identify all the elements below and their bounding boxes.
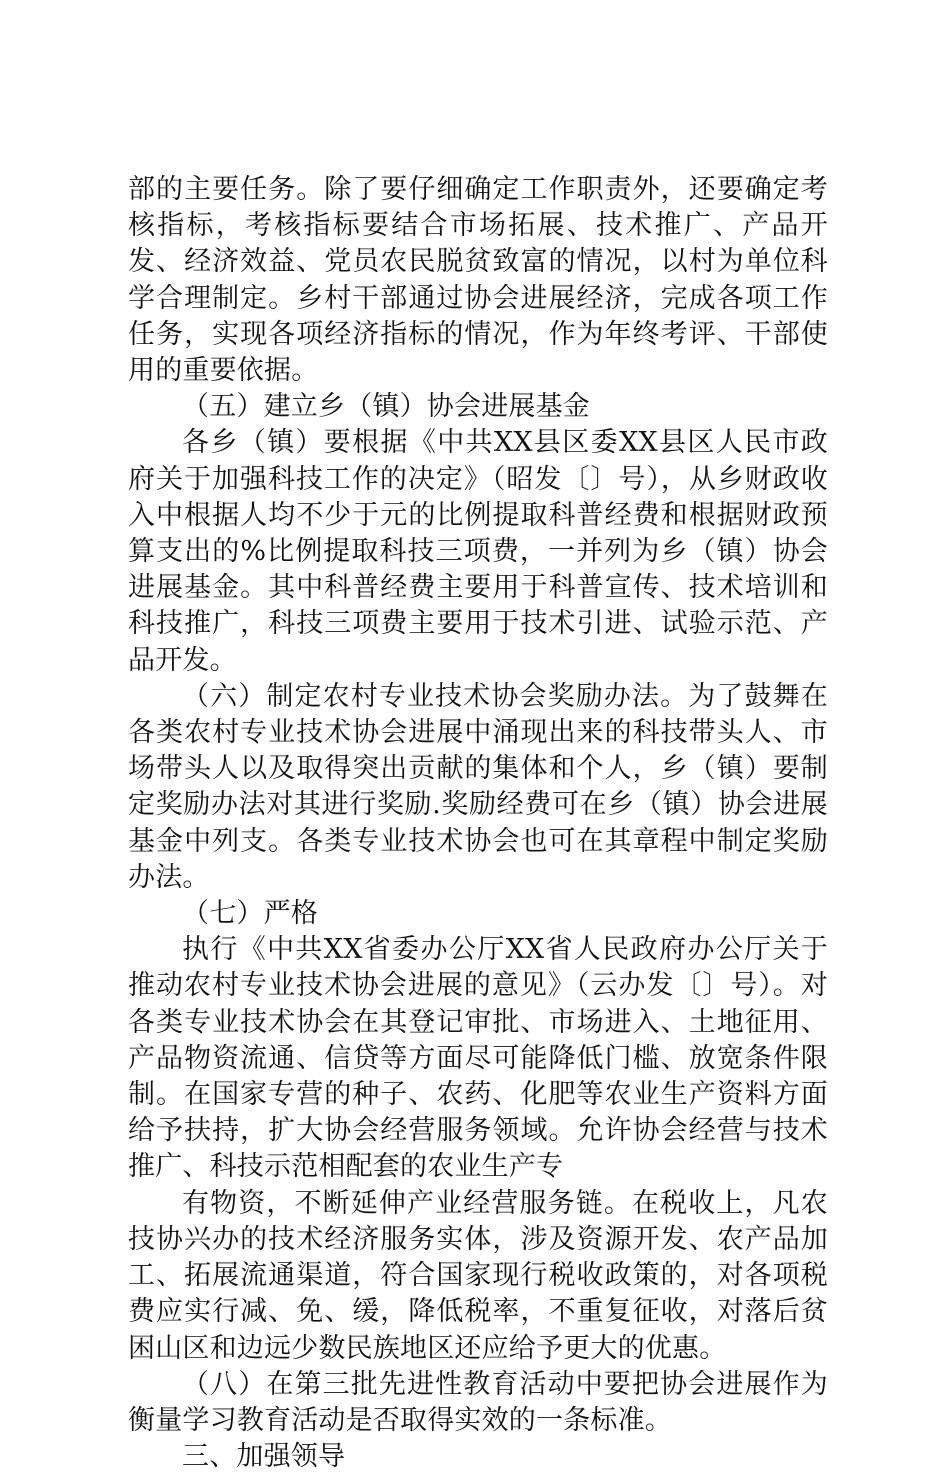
heading-section-7: （七）严格 [182,898,318,930]
paragraph-tax: 有物资，不断延伸产业经营服务链。在税收上，凡农技协兴办的技术经济服务实体，涉及资源开发、农产品加工、拓展流通渠道，符合国家现行税收政策的，对各项税费应实行减、免、缓，降低税率，不重复征收，对落后贫困山区和边远少数民族地区还应给予更大的优惠。 [128,1187,828,1364]
paragraph-fund: 各乡（镇）要根据《中共XX县区委XX县区人民市政府关于加强科技工作的决定》（昭发〔〕号），从乡财政收入中根据人均不少于元的比例提取科普经费和根据财政预算支出的%比例提取科技三项费，一并列为乡（镇）协会进展基金。其中科普经费主要用于科普宣传、技术培训和科技推广，科技三项费主要用于技术引进、试验示范、产品开发。 [128,427,828,676]
document-body [128,172,828,1475]
paragraph-task-assessment: 部的主要任务。除了要仔细确定工作职责外，还要确定考核指标，考核指标要结合市场拓展、技术推广、产品开发、经济效益、党员农民脱贫致富的情况，以村为单位科学合理制定。乡村干部通过协会进展经济，完成各项工作任务，实现各项经济指标的情况，作为年终考评、干部使用的重要依据。 [128,174,828,387]
heading-section-3-leadership: 三、加强领导 [182,1441,346,1473]
paragraph-execution: 执行《中共XX省委办公厅XX省人民政府办公厅关于推动农村专业技术协会进展的意见》（云办发〔〕号）。对各类专业技术协会在其登记审批、市场进入、土地征用、产品物资流通、信贷等方面尽可能降低门槛、放宽条件限制。在国家专营的种子、农药、化肥等农业生产资料方面给予扶持，扩大协会经营服务领域。允许协会经营与技术推广、科技示范相配套的农业生产专 [128,934,828,1183]
paragraph-section-6-reward: （六）制定农村专业技术协会奖励办法。为了鼓舞在各类农村专业技术协会进展中涌现出来的科技带头人、市场带头人以及取得突出贡献的集体和个人，乡（镇）要制定奖励办法对其进行奖励.奖励经费可在乡（镇）协会进展基金中列支。各类专业技术协会也可在其章程中制定奖励办法。 [128,680,828,893]
paragraph-section-8-education: （八）在第三批先进性教育活动中要把协会进展作为衡量学习教育活动是否取得实效的一条标准。 [128,1368,828,1436]
heading-section-5: （五）建立乡（镇）协会进展基金 [182,391,590,423]
